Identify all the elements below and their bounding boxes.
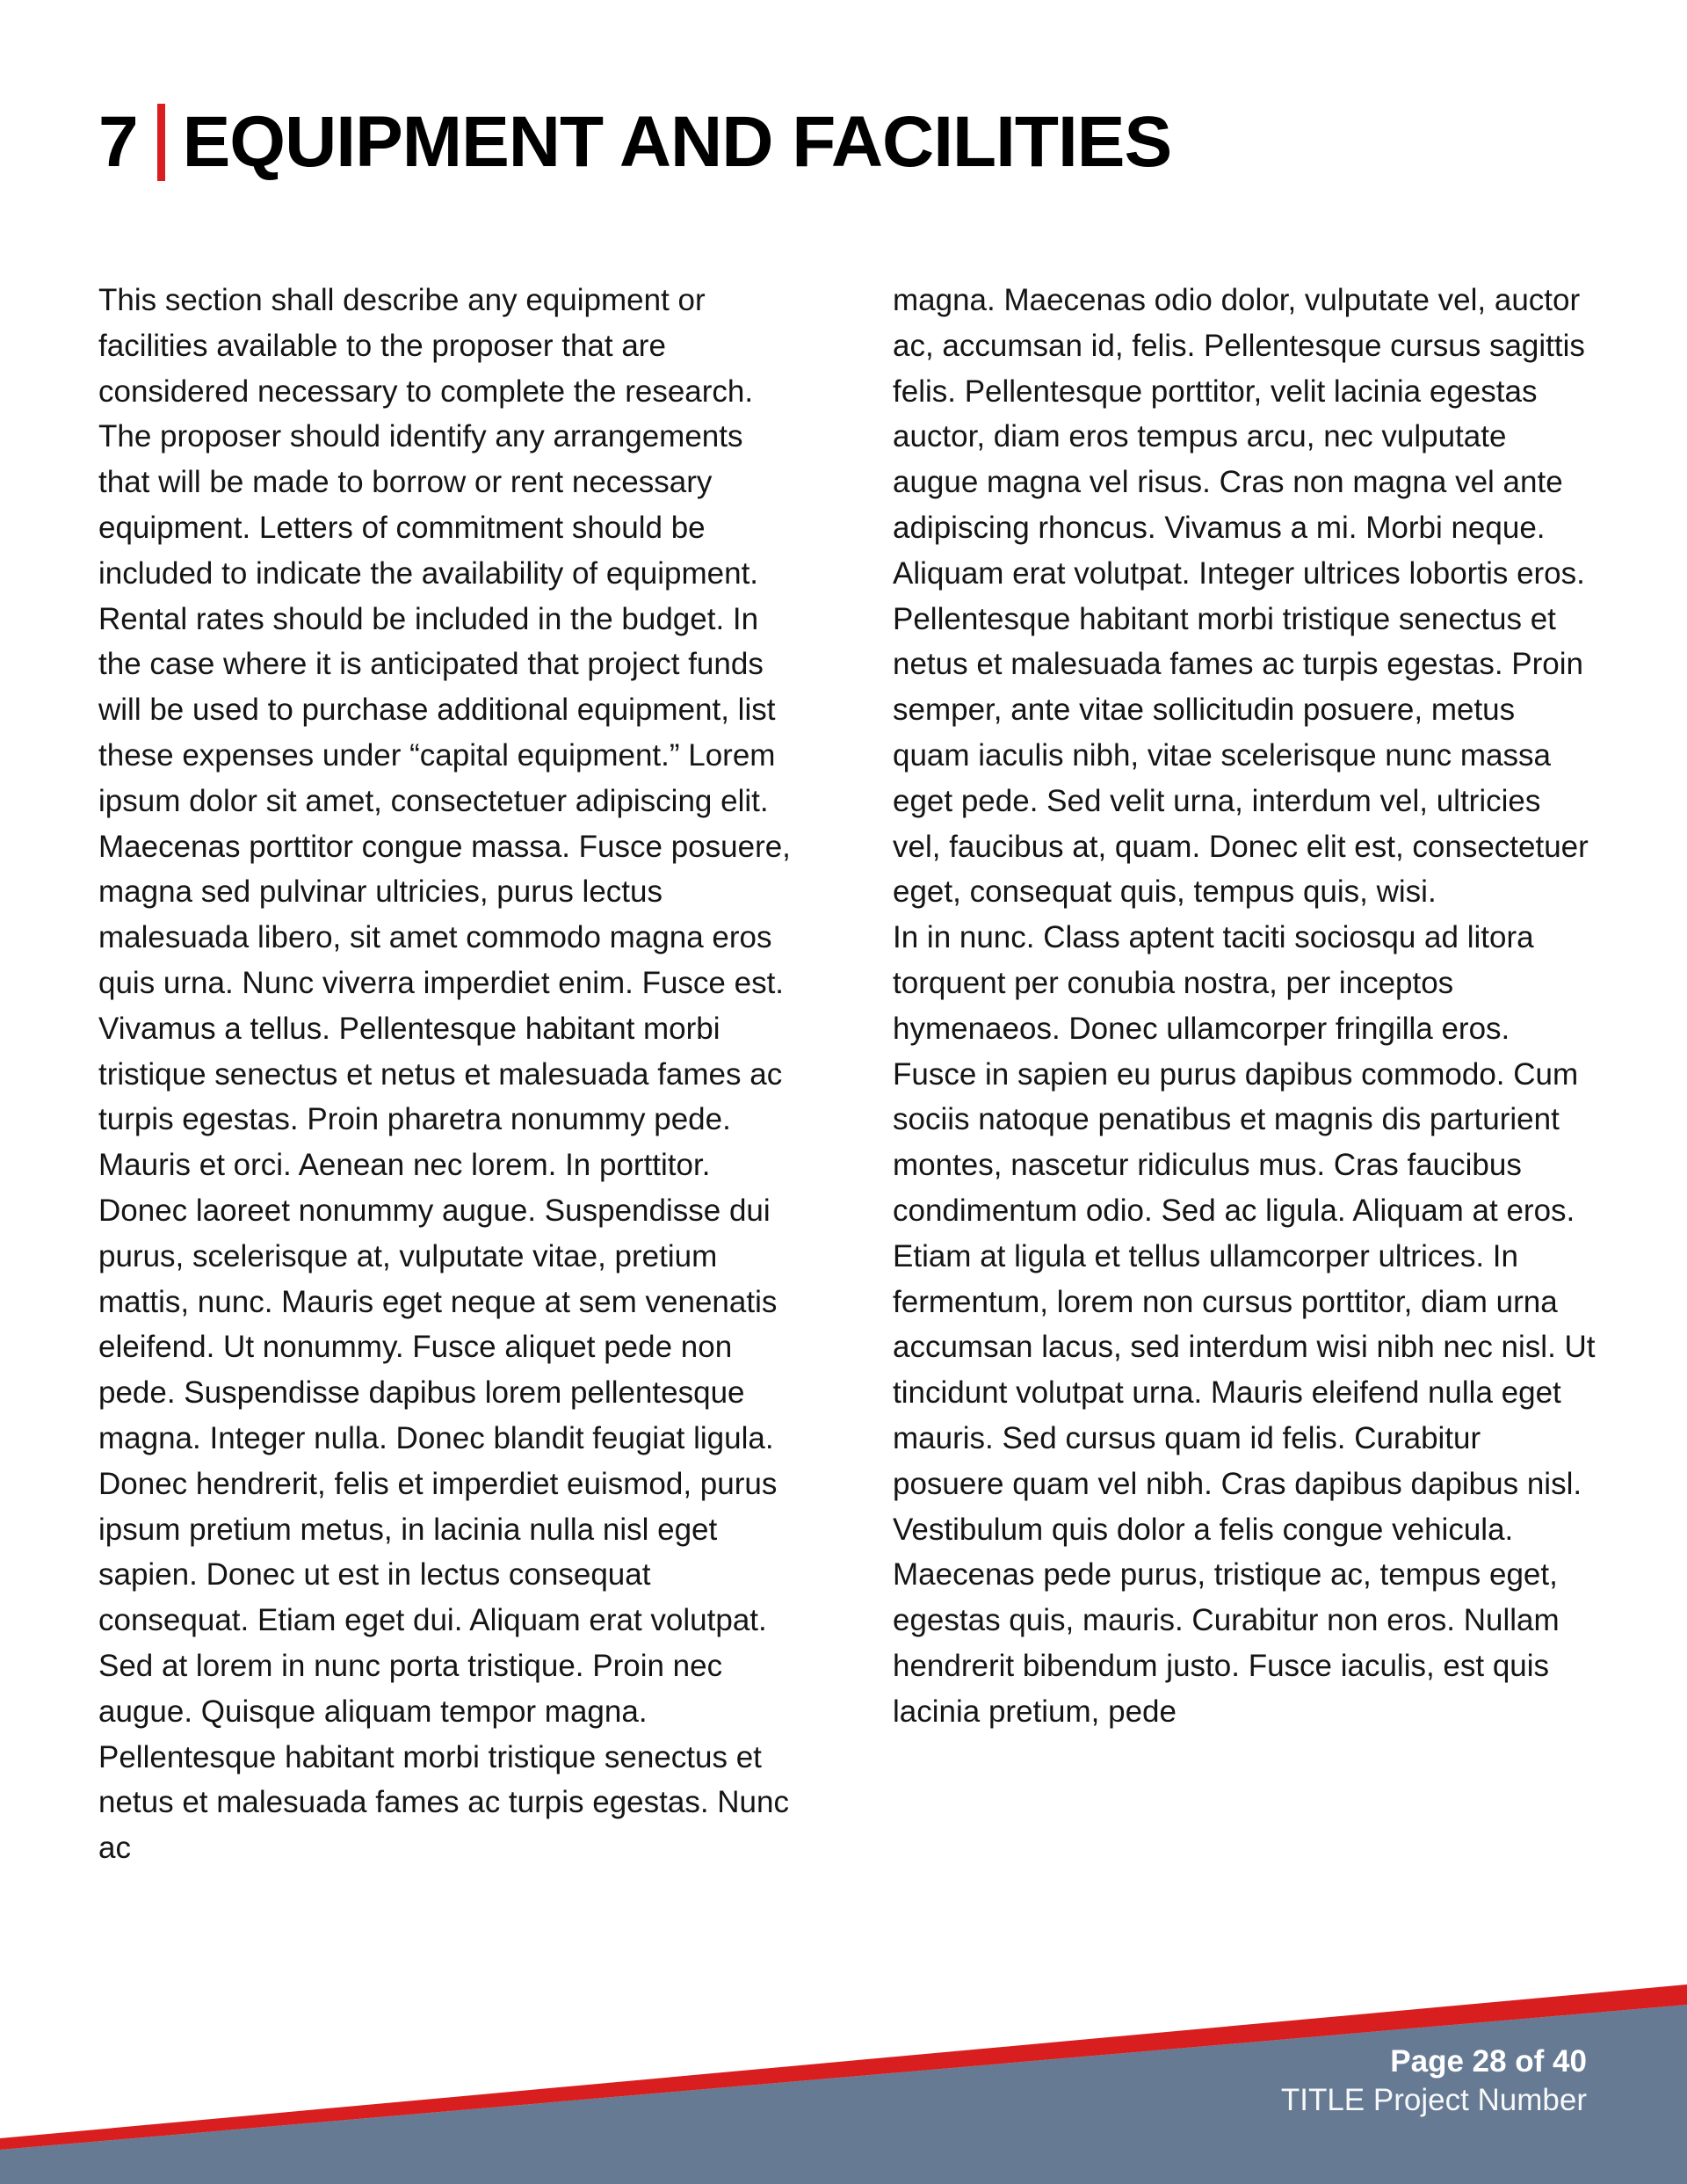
project-label: TITLE Project Number bbox=[1280, 2083, 1587, 2117]
page-number: Page 28 of 40 bbox=[1390, 2044, 1587, 2079]
body-paragraph: This section shall describe any equipment or facilities available to the proposer that are considered necessary to complete the research. The proposer should identify any arrangements that will be made to borrow or rent necessary equipment. Letters of commitment should be included to indicate the availability of equipment. Rental rates should be included in the budget. In the case where it is anticipated that project funds will be used to purchase additional equipment, list these expenses under “capital equipment.” Lorem ipsum dolor sit amet, consectetuer adipiscing elit. Maecenas porttitor congue massa. Fusce posuere, magna sed pulvinar ultricies, purus lectus malesuada libero, sit amet commodo magna eros quis urna. Nunc viverra imperdiet enim. Fusce est. Vivamus a tellus. Pellentesque habitant morbi tristique senectus et netus et malesuada fames ac turpis egestas. Proin pharetra nonummy pede. Mauris et orci. Aenean nec lorem. In porttitor. Donec laoreet nonummy augue. Suspendisse dui purus, scelerisque at, vulputate vitae, pretium mattis, nunc. Mauris eget neque at sem venenatis eleifend. Ut nonummy. Fusce aliquet pede non pede. Suspendisse dapibus lorem pellentesque magna. Integer nulla. Donec blandit feugiat ligula. Donec hendrerit, felis et imperdiet euismod, purus ipsum pretium metus, in lacinia nulla nisl eget sapien. Donec ut est in lectus consequat consequat. Etiam eget dui. Aliquam erat volutpat. Sed at lorem in nunc porta tristique. Proin nec augue. Quisque aliquam tempor magna. Pellentesque habitant morbi tristique senectus et netus et malesuada fames ac turpis egestas. Nunc ac bbox=[98, 283, 791, 1866]
section-title: EQUIPMENT AND FACILITIES bbox=[182, 102, 1172, 182]
footer-text bbox=[1281, 2043, 1587, 2120]
body-paragraph: magna. Maecenas odio dolor, vulputate vel, auctor ac, accumsan id, felis. Pellentesque cursus sagittis felis. Pellentesque porttitor, velit lacinia egestas auctor, diam eros tempus arcu, nec vulputate augue magna vel risus. Cras non magna vel ante adipiscing rhoncus. Vivamus a mi. Morbi neque. Aliquam erat volutpat. Integer ultrices lobortis eros. Pellentesque habitant morbi tristique senectus et netus et malesuada fames ac turpis egestas. Proin semper, ante vitae sollicitudin posuere, metus quam iaculis nibh, vitae scelerisque nunc massa eget pede. Sed velit urna, interdum vel, ultricies vel, faucibus at, quam. Donec elit est, consectetuer eget, consequat quis, tempus quis, wisi. bbox=[893, 283, 1589, 910]
body-paragraph: In in nunc. Class aptent taciti sociosqu ad litora torquent per conubia nostra, per inceptos hymenaeos. Donec ullamcorper fringilla eros. Fusce in sapien eu purus dapibus commodo. Cum sociis natoque penatibus et magnis dis parturient montes, nascetur ridiculus mus. Cras faucibus condimentum odio. Sed ac ligula. Aliquam at eros. Etiam at ligula et tellus ullamcorper ultrices. In fermentum, lorem non cursus porttitor, diam urna accumsan lacus, sed interdum wisi nibh nec nisl. Ut tincidunt volutpat urna. Mauris eleifend nulla eget mauris. Sed cursus quam id felis. Curabitur posuere quam vel nibh. Cras dapibus dapibus nisl. Vestibulum quis dolor a felis congue vehicula. Maecenas pede purus, tristique ac, tempus eget, egestas quis, mauris. Curabitur non eros. Nullam hendrerit bibendum justo. Fusce iaculis, est quis lacinia pretium, pede bbox=[893, 920, 1596, 1729]
section-number: 7 bbox=[98, 102, 138, 182]
